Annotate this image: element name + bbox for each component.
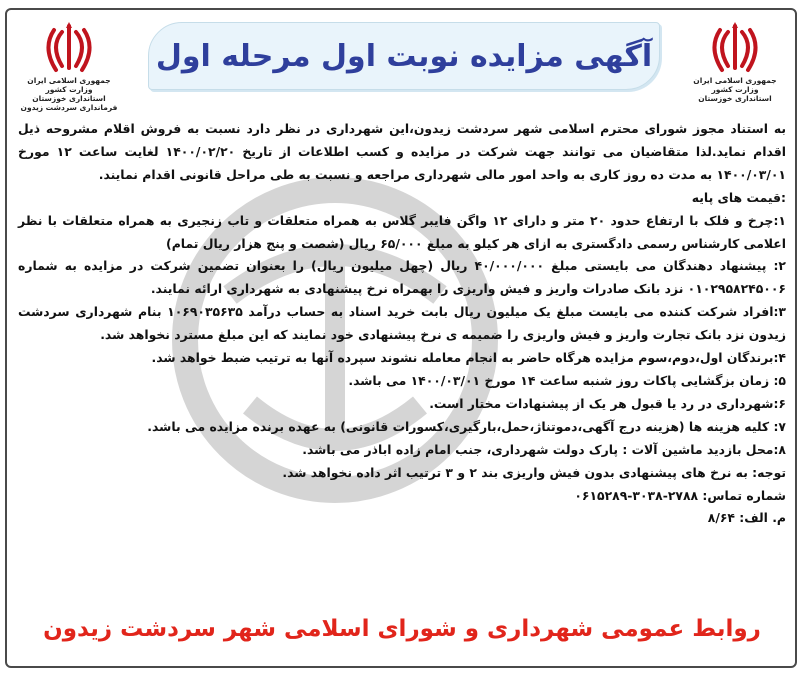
emblem-left [14, 22, 124, 112]
item-2-line: ۲: پیشنهاد دهندگان می بایستی مبلغ ۴۰/۰۰۰/۰۰۰ ریال (چهل میلیون ریال) را بعنوان تضمین شرکت در مزایده به شماره [18, 258, 786, 274]
item-3-line: ۳:افراد شرکت کننده می بایست مبلغ یک میلیون ریال بابت خرید اسناد به حساب درآمد ۱۰۶۹۰۳۵۶۳۵ بنام شهرداری سردشت [18, 304, 786, 320]
contact-number: شماره تماس: ۲۷۸۸-۳۰۳۸-۰۶۱۵۲۸۹ [574, 487, 786, 503]
reference-number: م. الف: ۸/۶۴ [707, 510, 786, 526]
intro-line: ۱۴۰۰/۰۳/۰۱ به مدت ده روز کاری به واحد امور مالی شهرداری مراجعه و نسبت به طی مراحل قانونی اقدام نمایند. [98, 166, 786, 182]
notice-body [18, 118, 786, 530]
intro-line: اقدام نماید.لذا متقاضیان می توانند جهت شرکت در مزایده و کسب اطلاعات از تاریخ ۱۴۰۰/۰۲/۲۰ لغایت ساعت ۱۲ مورخ [18, 143, 786, 159]
emblem-right [680, 22, 790, 103]
item-4: ۴:برندگان اول،دوم،سوم مزایده هرگاه حاضر به انجام معامله نشوند سپرده آنها به ترتیب ضبط خواهد شد. [151, 350, 786, 366]
intro-line: به استناد مجوز شورای محترم اسلامی شهر سردشت زیدون،این شهرداری در نظر دارد نسبت به فروش اقلام مشروحه ذیل [18, 121, 786, 136]
item-7: ۷: کلیه هزینه ها (هزینه درج آگهی،دموتناژ،حمل،بارگیری،کسورات قانونی) به عهده برنده مزایده می باشد. [147, 418, 786, 434]
emblem-left-caption: جمهوری اسلامی ایران وزارت کشور استانداری خوزستان فرمانداری سردشت زیدون [20, 76, 118, 112]
footer-public-relations: روابط عمومی شهرداری و شورای اسلامی شهر سردشت زیدون [43, 616, 761, 642]
iran-emblem-icon [45, 22, 93, 74]
item-5: ۵: زمان بزگشایی پاکات روز شنبه ساعت ۱۴ مورخ ۱۴۰۰/۰۳/۰۱ می باشد. [348, 372, 786, 388]
item-2-line: ۰۱۰۲۹۵۸۲۴۵۰۰۶ نزد بانک صادرات واریز و فیش واریزی را بهمراه نرخ پیشنهادی به شهرداری ارائه نمایند. [150, 281, 786, 297]
note: توجه: به نرخ های پیشنهادی بدون فیش واریزی بند ۲ و ۳ ترتیب اثر داده نخواهد شد. [282, 464, 786, 480]
item-1-line: اعلامی کارشناس رسمی دادگستری به ازای هر کیلو به مبلغ ۶۵/۰۰۰ ریال (شصت و پنج هزار ریال تمام) [166, 235, 786, 251]
item-1-line: ۱:چرخ و فلک با ارتفاع حدود ۲۰ متر و دارای ۱۲ واگن فایبر گلاس به همراه متعلقات و تاب زنجیری به همراه متعلقات با نظر [18, 212, 786, 228]
base-price-heading: :قیمت های پایه [691, 189, 786, 205]
title-banner [148, 22, 660, 90]
iran-emblem-icon [711, 22, 759, 74]
item-3-line: زیدون نزد بانک تجارت واریز و فیش واریزی را ضمیمه ی نرخ پیشنهادی خود نمایند که این مبلغ مسترد نخواهد شد. [100, 327, 786, 343]
notice-title: آگهی مزایده نوبت اول مرحله اول [155, 38, 653, 74]
item-6: ۶:شهرداری در رد یا قبول هر یک از پیشنهادات مختار است. [429, 395, 786, 411]
item-8: ۸:محل بازدید ماشین آلات : پارک دولت شهرداری، جنب امام زاده اباذر می باشد. [302, 441, 786, 457]
emblem-right-caption: جمهوری اسلامی ایران وزارت کشور استانداری خوزستان [693, 76, 777, 103]
